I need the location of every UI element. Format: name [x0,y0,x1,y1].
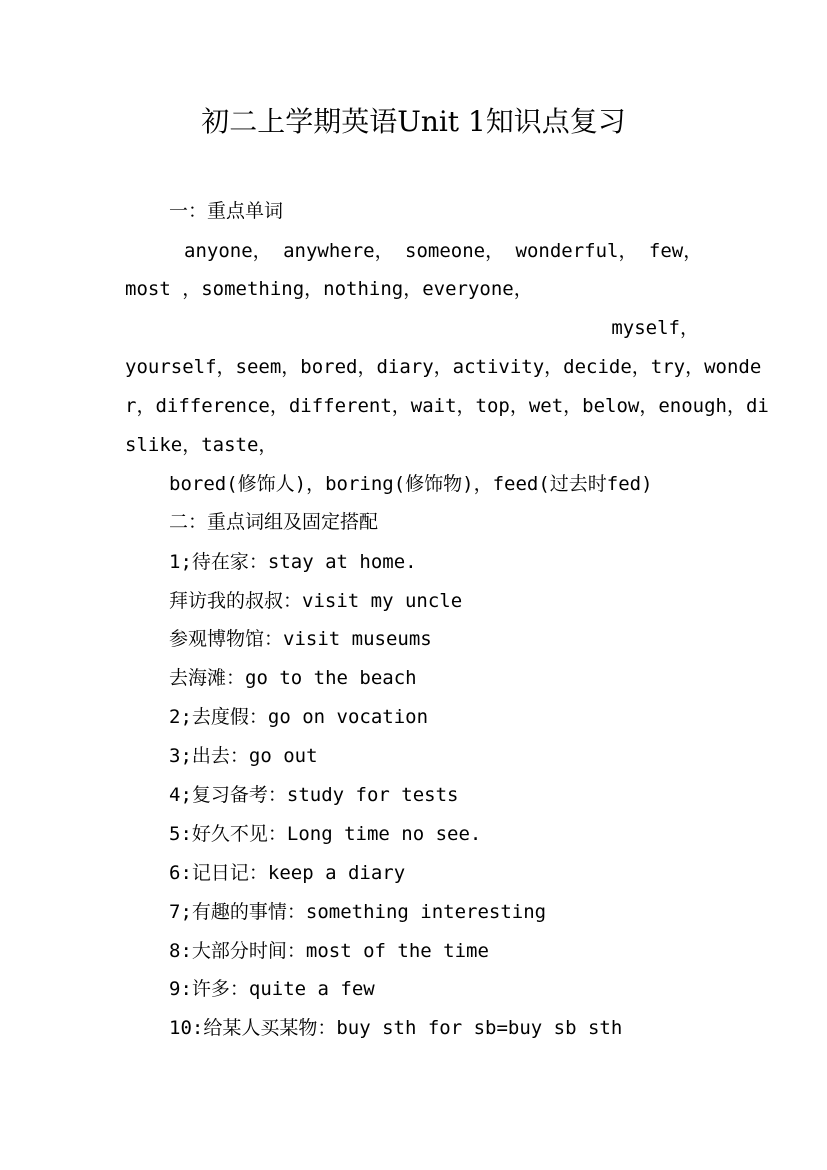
phrase-item: 10:给某人买某物：buy sth for sb=buy sb sth [169,1017,623,1039]
word-list-line: bored(修饰人)，boring(修饰物)，feed(过去时fed) [169,473,653,495]
phrase-item: 3;出去：go out [169,745,318,767]
word-list-line: yourself，seem，bored，diary，activity，decide，try，wonde [125,356,762,378]
word-list-line: anyone， anywhere， someone， wonderful， few， [184,240,703,262]
phrase-item: 4;复习备考：study for tests [169,784,459,806]
phrase-item: 8:大部分时间：most of the time [169,940,489,962]
phrase-item: 5:好久不见：Long time no see. [169,823,482,845]
phrase-item: 拜访我的叔叔：visit my uncle [169,590,463,612]
phrase-item: 参观博物馆：visit museums [169,628,432,650]
phrase-item: 7;有趣的事情：something interesting [169,901,547,923]
phrase-item: 9:许多：quite a few [169,978,375,1000]
word-list-line: slike，taste， [125,434,278,456]
phrase-item: 2;去度假：go on vocation [169,706,429,728]
phrase-item: 1;待在家：stay at home. [169,551,417,573]
word-list-line: r，difference，different，wait，top，wet，below，enough，di [125,395,769,417]
document-title: 初二上学期英语Unit 1知识点复习 [201,105,626,138]
word-list-line: myself， [611,317,699,339]
section-heading-phrases: 二：重点词组及固定搭配 [169,511,379,533]
section-heading-key-words: 一：重点单词 [169,200,284,222]
phrase-item: 去海滩：go to the beach [169,667,417,689]
phrase-item: 6:记日记：keep a diary [169,862,406,884]
word-list-line: most ，something，nothing，everyone， [125,278,533,300]
